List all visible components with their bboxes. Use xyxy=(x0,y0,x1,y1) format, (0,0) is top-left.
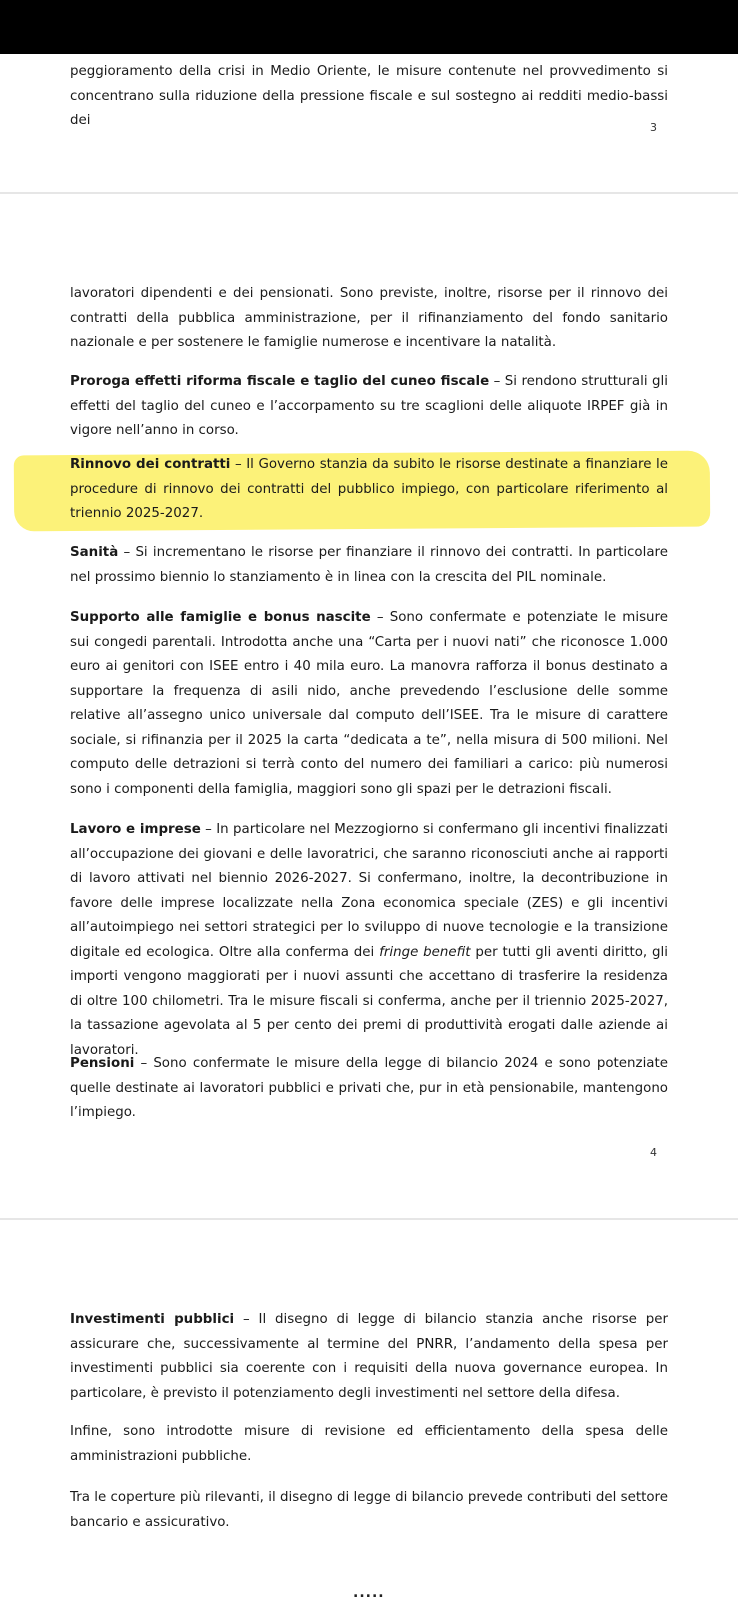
section-pensioni xyxy=(70,1052,668,1126)
paragraph-infine: Infine, sono introdotte misure di revisione ed efficientamento della spesa delle amministrazioni pubbliche. xyxy=(70,1424,668,1464)
page3-text: peggioramento della crisi in Medio Oriente, le misure contenute nel provvedimento si concentrano sulla riduzione della pressione fiscale e sul sostegno ai redditi medio-bassi dei xyxy=(70,64,668,128)
section-lavoro xyxy=(70,818,668,1063)
section-title: Pensioni xyxy=(70,1056,135,1071)
section-proroga xyxy=(70,370,668,444)
section-separator: – xyxy=(118,545,136,560)
section-text: Il Governo stanzia da subito le risorse destinate a finanziare le procedure di rinnovo dei contratti del pubblico impiego, con particolare riferimento al triennio 2025-2027. xyxy=(70,457,668,521)
section-separator: – xyxy=(200,822,217,837)
section-separator: – xyxy=(489,374,505,389)
page-separator xyxy=(0,192,738,194)
italic-term: fringe benefit xyxy=(379,944,471,960)
section-separator: – xyxy=(134,1056,154,1071)
section-text: Sono confermate le misure della legge di bilancio 2024 e sono potenziate quelle destinate ai lavoratori pubblici e privati che, pur in età pensionabile, mantengono l’impiego. xyxy=(70,1056,668,1120)
page-number-3: 3 xyxy=(650,121,657,134)
page-separator xyxy=(0,1218,738,1220)
more-content-marker: ..... xyxy=(353,1585,385,1601)
section-sanita xyxy=(70,541,668,590)
status-bar xyxy=(0,0,738,54)
page4-intro: lavoratori dipendenti e dei pensionati. Sono previste, inoltre, risorse per il rinnovo dei contratti della pubblica amministrazione, per il rifinanziamento del fondo sanitario nazionale e per sostenere le famiglie numerose e incentivare la natalità. xyxy=(70,286,668,350)
section-title: Sanità xyxy=(70,545,119,560)
section-separator: – xyxy=(370,610,390,625)
section-investimenti xyxy=(70,1308,668,1406)
section-title: Lavoro e imprese xyxy=(70,822,201,837)
paragraph-coperture: Tra le coperture più rilevanti, il disegno di legge di bilancio prevede contributi del settore bancario e assicurativo. xyxy=(70,1490,668,1530)
section-text: Il disegno di legge di bilancio stanzia anche risorse per assicurare che, successivamente al termine del PNRR, l’andamento della spesa per investimenti pubblici sia coerente con i requisiti della nuova governance europea. In particolare, è previsto il potenziamento degli investimenti nel settore della difesa. xyxy=(70,1312,668,1401)
section-famiglie xyxy=(70,606,668,802)
section-title: Rinnovo dei contratti xyxy=(70,457,231,472)
section-separator: – xyxy=(230,457,247,472)
section-title: Investimenti pubblici xyxy=(70,1312,235,1327)
section-text: In particolare nel Mezzogiorno si confermano gli incentivi finalizzati all’occupazione dei giovani e delle lavoratrici, che saranno riconosciuti anche ai rapporti di lavoro attivati nel biennio 2026-2027. Si confermano, inoltre, la decontribuzione in favore delle imprese localizzate nella Zona economica speciale (ZES) e gli incentivi all’autoimpiego nei settori strategici per lo sviluppo di nuove tecnologie e la transizione digitale ed ecologica. Oltre alla conferma dei xyxy=(70,822,668,960)
section-separator: – xyxy=(234,1312,259,1327)
section-text: per tutti gli aventi diritto, gli importi vengono maggiorati per i nuovi assunti che accettano di trasferire la residenza di oltre 100 chilometri. Tra le misure fiscali si conferma, anche per il triennio 2025-2027, la tassazione agevolata al 5 per cento dei premi di produttività erogati dalle aziende ai lavoratori. xyxy=(70,944,668,1058)
section-text: Sono confermate e potenziate le misure sui congedi parentali. Introdotta anche una “Carta per i nuovi nati” che riconosce 1.000 euro ai genitori con ISEE entro i 40 mila euro. La manovra rafforza il bonus destinato a supportare la frequenza di asili nido, anche prevedendo l’esclusione delle somme relative all’assegno unico universale dal computo dell’ISEE. Tra le misure di carattere sociale, si rifinanzia per il 2025 la carta “dedicata a te”, nella misura di 500 milioni. Nel computo delle detrazioni si terrà conto del numero dei familiari a carico: più numerosi sono i componenti della famiglia, maggiori sono gli spazi per le detrazioni fiscali. xyxy=(70,610,668,797)
section-title: Proroga effetti riforma fiscale e taglio del cuneo fiscale xyxy=(70,374,490,389)
section-rinnovo xyxy=(70,453,668,527)
section-text: Si incrementano le risorse per finanziare il rinnovo dei contratti. In particolare nel prossimo biennio lo stanziamento è in linea con la crescita del PIL nominale. xyxy=(70,545,668,585)
page-number-4: 4 xyxy=(650,1146,657,1159)
section-title: Supporto alle famiglie e bonus nascite xyxy=(70,610,371,625)
section-text: Si rendono strutturali gli effetti del taglio del cuneo e l’accorpamento su tre scaglioni delle aliquote IRPEF già in vigore nell’anno in corso. xyxy=(70,374,668,438)
